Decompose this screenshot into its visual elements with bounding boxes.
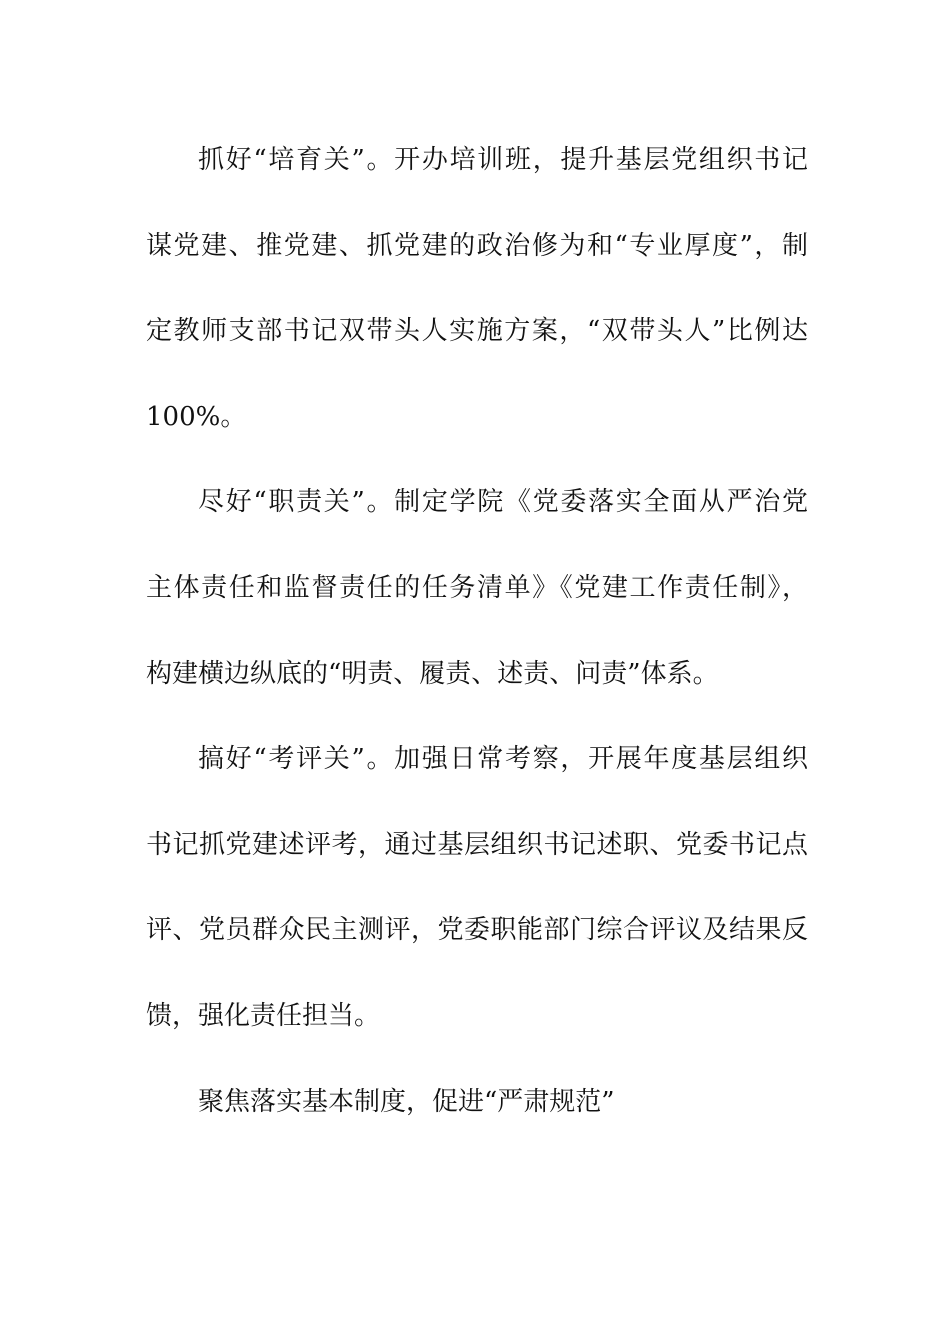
paragraph-training-line-3: 定教师支部书记双带头人实施方案，“双带头人”比例达 — [146, 316, 808, 347]
paragraph-duty-line-3: 构建横边纵底的“明责、履责、述责、问责”体系。 — [146, 658, 719, 689]
paragraph-evaluation-line-4: 馈，强化责任担当。 — [146, 1000, 381, 1031]
section-heading: 聚焦落实基本制度，促进“严肃规范” — [198, 1086, 615, 1117]
paragraph-training-line-1: 抓好“培育关”。开办培训班，提升基层党组织书记 — [198, 145, 808, 175]
paragraph-evaluation-line-1: 搞好“考评关”。加强日常考察，开展年度基层组织 — [198, 744, 808, 775]
document-body — [146, 132, 808, 1159]
paragraph-duty-line-2: 主体责任和监督责任的任务清单》《党建工作责任制》， — [146, 572, 808, 603]
paragraph-duty-line-1: 尽好“职责关”。制定学院《党委落实全面从严治党 — [198, 487, 808, 518]
paragraph-evaluation-line-2: 书记抓党建述评考，通过基层组织书记述职、党委书记点 — [146, 829, 808, 860]
paragraph-training-line-4: 100%。 — [146, 401, 247, 432]
paragraph-training-line-2: 谋党建、推党建、抓党建的政治修为和“专业厚度”，制 — [146, 230, 808, 261]
paragraph-evaluation-line-3: 评、党员群众民主测评，党委职能部门综合评议及结果反 — [146, 915, 808, 946]
